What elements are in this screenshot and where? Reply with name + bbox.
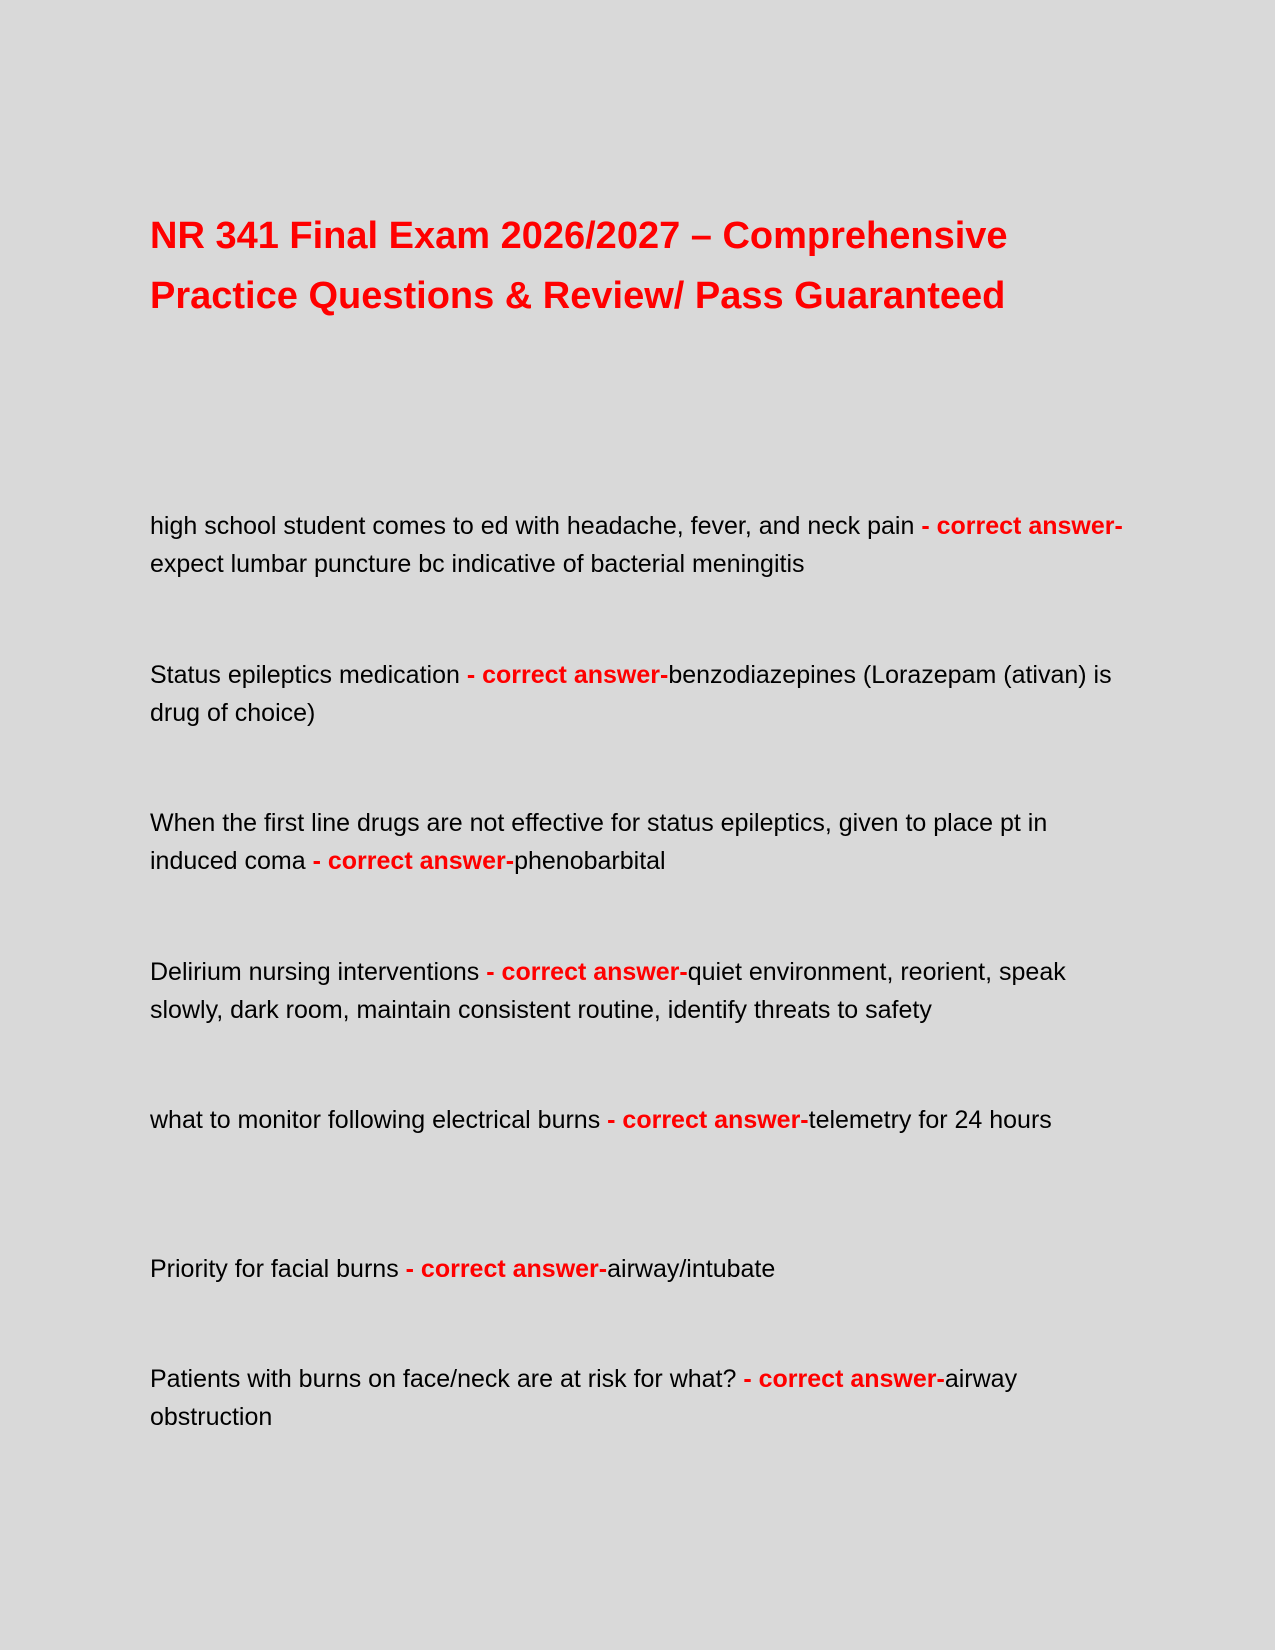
document-title: NR 341 Final Exam 2026/2027 – Comprehensive Practice Questions & Review/ Pass Guaranteed [150, 215, 1008, 317]
answer-text: expect lumbar puncture bc indicative of bacterial meningitis [150, 550, 805, 578]
qa-item [150, 953, 1130, 1029]
qa-item [150, 1250, 1130, 1288]
answer-text: airway/intubate [607, 1255, 776, 1283]
correct-answer-label: - correct answer- [312, 847, 515, 875]
answer-text: phenobarbital [514, 847, 666, 875]
question-text: high school student comes to ed with headache, fever, and neck pain [150, 512, 922, 540]
correct-answer-label: - correct answer- [743, 1365, 945, 1393]
qa-item [150, 1360, 1130, 1436]
qa-item [150, 507, 1130, 583]
qa-item [150, 804, 1130, 880]
question-text: When the first line drugs are not effective for status epileptics, given to place pt in induced coma [150, 809, 1048, 875]
answer-text: telemetry for 24 hours [808, 1106, 1052, 1134]
correct-answer-label: - correct answer- [486, 958, 688, 986]
answer-text: benzodiazepines (Lorazepam (ativan) is drug of choice) [150, 661, 1112, 727]
question-text: Priority for facial burns [150, 1255, 406, 1283]
correct-answer-label: - correct answer- [466, 661, 669, 689]
correct-answer-label: - correct answer- [405, 1255, 608, 1283]
question-text: Delirium nursing interventions [150, 958, 487, 986]
qa-item [150, 656, 1130, 732]
answer-text: quiet environment, reorient, speak slowly, dark room, maintain consistent routine, identify threats to safety [150, 958, 1066, 1024]
correct-answer-label: - correct answer- [921, 512, 1123, 540]
question-text: Patients with burns on face/neck are at risk for what? [150, 1365, 744, 1393]
correct-answer-label: - correct answer- [607, 1106, 809, 1134]
question-text: Status epileptics medication [150, 661, 467, 689]
qa-item [150, 1101, 1130, 1139]
question-text: what to monitor following electrical burns [150, 1106, 608, 1134]
answer-text: airway obstruction [150, 1365, 1018, 1431]
